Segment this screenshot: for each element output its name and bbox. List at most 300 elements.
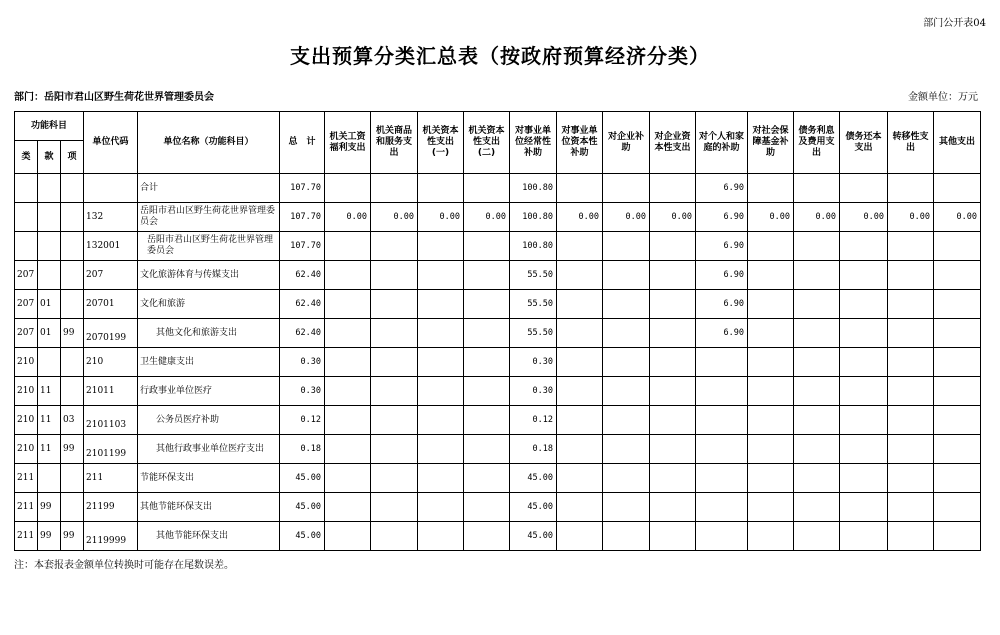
cell-lei: 210 [15, 435, 38, 464]
cell-value [888, 406, 934, 435]
cell-value [464, 377, 510, 406]
cell-value [325, 261, 371, 290]
cell-value [934, 435, 981, 464]
cell-value [888, 319, 934, 348]
header-col: 债务利息及费用支出 [794, 112, 840, 174]
cell-value [696, 493, 748, 522]
cell-value [840, 174, 888, 203]
cell-value [650, 261, 696, 290]
cell-value [418, 174, 464, 203]
cell-name: 卫生健康支出 [138, 348, 280, 377]
cell-value [418, 348, 464, 377]
cell-value [371, 377, 418, 406]
header-lei: 类 [15, 141, 38, 174]
cell-value [464, 348, 510, 377]
cell-value [748, 435, 794, 464]
cell-value [840, 464, 888, 493]
cell-value [888, 348, 934, 377]
cell-value [557, 174, 603, 203]
table-row [15, 174, 981, 203]
cell-value: 45.00 [510, 493, 557, 522]
cell-value: 100.80 [510, 174, 557, 203]
cell-value [934, 464, 981, 493]
table-header [15, 112, 981, 174]
cell-value [371, 319, 418, 348]
cell-value [325, 435, 371, 464]
cell-xiang: 99 [61, 319, 84, 348]
cell-value [650, 348, 696, 377]
cell-xiang [61, 348, 84, 377]
cell-value [325, 348, 371, 377]
header-col: 对企业资本性支出 [650, 112, 696, 174]
cell-value [464, 319, 510, 348]
cell-code: 211 [84, 464, 138, 493]
table-row [15, 261, 981, 290]
cell-value [840, 290, 888, 319]
cell-value: 0.30 [510, 348, 557, 377]
cell-value [696, 522, 748, 551]
cell-value: 6.90 [696, 261, 748, 290]
cell-code: 21011 [84, 377, 138, 406]
cell-name: 岳阳市君山区野生荷花世界管理委员会 [138, 232, 280, 261]
table-row [15, 377, 981, 406]
cell-value [464, 435, 510, 464]
cell-kuan [38, 174, 61, 203]
header-col: 机关资本性支出(二) [464, 112, 510, 174]
table-row [15, 493, 981, 522]
cell-value: 0.00 [464, 203, 510, 232]
cell-value [840, 348, 888, 377]
cell-lei: 207 [15, 290, 38, 319]
cell-kuan: 11 [38, 406, 61, 435]
cell-value [371, 464, 418, 493]
cell-lei [15, 232, 38, 261]
cell-value [840, 261, 888, 290]
cell-value [934, 319, 981, 348]
cell-value [418, 290, 464, 319]
cell-value [418, 377, 464, 406]
cell-value [371, 232, 418, 261]
cell-total: 107.70 [280, 203, 325, 232]
cell-xiang: 99 [61, 435, 84, 464]
cell-value [840, 406, 888, 435]
cell-value: 0.12 [510, 406, 557, 435]
cell-total: 62.40 [280, 261, 325, 290]
cell-value [748, 348, 794, 377]
cell-value [603, 522, 650, 551]
cell-value [888, 522, 934, 551]
header-col: 对个人和家庭的补助 [696, 112, 748, 174]
cell-value: 0.30 [510, 377, 557, 406]
cell-value [748, 290, 794, 319]
cell-value [794, 377, 840, 406]
cell-value [557, 319, 603, 348]
header-name: 单位名称（功能科目） [138, 112, 280, 174]
cell-value [603, 493, 650, 522]
cell-value [325, 174, 371, 203]
cell-value: 6.90 [696, 290, 748, 319]
header-col: 对事业单位资本性补助 [557, 112, 603, 174]
cell-total: 45.00 [280, 493, 325, 522]
cell-value: 45.00 [510, 522, 557, 551]
cell-value [888, 464, 934, 493]
cell-xiang [61, 174, 84, 203]
cell-value: 0.00 [840, 203, 888, 232]
cell-code: 207 [84, 261, 138, 290]
cell-name: 其他文化和旅游支出 [138, 319, 280, 348]
cell-value [418, 232, 464, 261]
cell-name: 文化旅游体育与传媒支出 [138, 261, 280, 290]
amount-unit-label: 金额单位：万元 [908, 92, 978, 103]
cell-code: 132 [84, 203, 138, 232]
cell-value [650, 319, 696, 348]
cell-value [748, 319, 794, 348]
cell-value [794, 232, 840, 261]
cell-value: 100.80 [510, 232, 557, 261]
header-code: 单位代码 [84, 112, 138, 174]
cell-value [650, 522, 696, 551]
table-body [15, 174, 981, 551]
cell-value [794, 522, 840, 551]
cell-value [464, 290, 510, 319]
cell-value: 6.90 [696, 319, 748, 348]
cell-total: 0.18 [280, 435, 325, 464]
cell-value [557, 522, 603, 551]
cell-value [464, 464, 510, 493]
cell-value: 0.00 [888, 203, 934, 232]
cell-kuan: 01 [38, 319, 61, 348]
header-total: 总 计 [280, 112, 325, 174]
cell-value: 0.00 [371, 203, 418, 232]
cell-value [748, 522, 794, 551]
cell-value [888, 261, 934, 290]
cell-value [557, 377, 603, 406]
cell-value [794, 464, 840, 493]
header-col: 对事业单位经常性补助 [510, 112, 557, 174]
header-col: 机关商品和服务支出 [371, 112, 418, 174]
cell-value [557, 406, 603, 435]
cell-value [696, 406, 748, 435]
cell-value [748, 406, 794, 435]
cell-value [696, 348, 748, 377]
cell-value [371, 406, 418, 435]
cell-value [748, 377, 794, 406]
cell-value [464, 522, 510, 551]
cell-value: 45.00 [510, 464, 557, 493]
page-title: 支出预算分类汇总表（按政府预算经济分类） [290, 44, 710, 68]
cell-value: 6.90 [696, 232, 748, 261]
cell-value [650, 290, 696, 319]
cell-value [934, 232, 981, 261]
header-col: 转移性支出 [888, 112, 934, 174]
header-col: 其他支出 [934, 112, 981, 174]
cell-value: 55.50 [510, 319, 557, 348]
cell-xiang [61, 232, 84, 261]
cell-value [934, 174, 981, 203]
table-row [15, 290, 981, 319]
cell-value [325, 464, 371, 493]
cell-name: 岳阳市君山区野生荷花世界管理委员会 [138, 203, 280, 232]
cell-lei [15, 203, 38, 232]
cell-value: 0.00 [934, 203, 981, 232]
cell-value [794, 493, 840, 522]
cell-total: 45.00 [280, 522, 325, 551]
cell-value [888, 377, 934, 406]
footnote: 注：本套报表金额单位转换时可能存在尾数误差。 [14, 560, 234, 571]
cell-code: 2119999 [84, 522, 138, 551]
cell-value [418, 435, 464, 464]
cell-value [603, 377, 650, 406]
cell-value [934, 261, 981, 290]
cell-value [840, 522, 888, 551]
header-kuan: 款 [38, 141, 61, 174]
cell-xiang [61, 493, 84, 522]
cell-value [557, 290, 603, 319]
cell-value [557, 493, 603, 522]
cell-value [603, 435, 650, 464]
cell-value [934, 522, 981, 551]
cell-value [650, 435, 696, 464]
cell-value [650, 174, 696, 203]
cell-code: 132001 [84, 232, 138, 261]
cell-value [603, 174, 650, 203]
cell-total: 62.40 [280, 319, 325, 348]
cell-name: 行政事业单位医疗 [138, 377, 280, 406]
department-label: 部门：岳阳市君山区野生荷花世界管理委员会 [14, 92, 214, 103]
cell-name: 公务员医疗补助 [138, 406, 280, 435]
cell-value [696, 377, 748, 406]
cell-kuan [38, 232, 61, 261]
cell-value [464, 174, 510, 203]
cell-value [794, 435, 840, 464]
cell-lei: 211 [15, 464, 38, 493]
cell-value: 55.50 [510, 290, 557, 319]
cell-xiang [61, 290, 84, 319]
cell-code: 20701 [84, 290, 138, 319]
cell-value [696, 464, 748, 493]
table-row [15, 464, 981, 493]
cell-value [418, 319, 464, 348]
cell-value [557, 261, 603, 290]
cell-lei: 210 [15, 406, 38, 435]
cell-value [325, 406, 371, 435]
cell-value [934, 348, 981, 377]
cell-kuan: 11 [38, 435, 61, 464]
cell-value: 0.00 [325, 203, 371, 232]
cell-lei: 210 [15, 377, 38, 406]
cell-value [603, 464, 650, 493]
header-col: 机关资本性支出(一) [418, 112, 464, 174]
cell-kuan: 01 [38, 290, 61, 319]
table-row [15, 203, 981, 232]
budget-table [14, 111, 981, 551]
cell-value [325, 232, 371, 261]
cell-code [84, 174, 138, 203]
cell-lei: 211 [15, 522, 38, 551]
cell-value [794, 290, 840, 319]
cell-lei: 207 [15, 319, 38, 348]
cell-value [371, 261, 418, 290]
table-row [15, 232, 981, 261]
cell-value [418, 261, 464, 290]
cell-value [840, 435, 888, 464]
cell-value [557, 435, 603, 464]
table-row [15, 319, 981, 348]
cell-code: 2101103 [84, 406, 138, 435]
cell-value [325, 377, 371, 406]
cell-value [418, 406, 464, 435]
cell-xiang [61, 464, 84, 493]
cell-lei: 207 [15, 261, 38, 290]
cell-kuan: 99 [38, 522, 61, 551]
cell-total: 0.30 [280, 348, 325, 377]
cell-value [748, 232, 794, 261]
cell-value [603, 261, 650, 290]
cell-value [650, 232, 696, 261]
cell-value [934, 406, 981, 435]
cell-value [888, 174, 934, 203]
cell-value [603, 290, 650, 319]
header-col: 对企业补助 [603, 112, 650, 174]
header-func-group: 功能科目 [15, 112, 84, 141]
cell-code: 210 [84, 348, 138, 377]
cell-total: 62.40 [280, 290, 325, 319]
header-xiang: 项 [61, 141, 84, 174]
cell-lei [15, 174, 38, 203]
cell-value [794, 348, 840, 377]
cell-kuan [38, 464, 61, 493]
cell-value [325, 493, 371, 522]
table-row [15, 348, 981, 377]
cell-value [557, 348, 603, 377]
cell-value [464, 232, 510, 261]
cell-value [650, 377, 696, 406]
cell-value [794, 261, 840, 290]
cell-value: 0.00 [603, 203, 650, 232]
cell-xiang [61, 377, 84, 406]
table-row [15, 406, 981, 435]
cell-value [418, 464, 464, 493]
cell-value [603, 348, 650, 377]
table-row [15, 435, 981, 464]
cell-code: 2070199 [84, 319, 138, 348]
cell-total: 45.00 [280, 464, 325, 493]
cell-value: 100.80 [510, 203, 557, 232]
cell-value [418, 522, 464, 551]
cell-value: 0.00 [557, 203, 603, 232]
cell-value: 6.90 [696, 174, 748, 203]
cell-xiang [61, 261, 84, 290]
cell-value [325, 290, 371, 319]
cell-value [418, 493, 464, 522]
cell-value: 0.00 [748, 203, 794, 232]
cell-value [603, 406, 650, 435]
cell-name: 合计 [138, 174, 280, 203]
cell-value: 0.00 [418, 203, 464, 232]
cell-value [888, 290, 934, 319]
cell-value [557, 464, 603, 493]
cell-value [840, 319, 888, 348]
cell-value: 55.50 [510, 261, 557, 290]
cell-value [603, 319, 650, 348]
cell-name: 其他节能环保支出 [138, 522, 280, 551]
cell-kuan: 99 [38, 493, 61, 522]
cell-value [650, 464, 696, 493]
form-number: 部门公开表04 [923, 18, 986, 29]
cell-value [371, 174, 418, 203]
cell-total: 0.12 [280, 406, 325, 435]
cell-value [325, 522, 371, 551]
header-col: 机关工资福利支出 [325, 112, 371, 174]
cell-value [794, 174, 840, 203]
cell-kuan [38, 261, 61, 290]
cell-value [371, 290, 418, 319]
cell-value [650, 406, 696, 435]
cell-name: 其他节能环保支出 [138, 493, 280, 522]
cell-value: 6.90 [696, 203, 748, 232]
cell-kuan: 11 [38, 377, 61, 406]
cell-value [934, 493, 981, 522]
cell-value [794, 406, 840, 435]
cell-value [748, 174, 794, 203]
cell-value [464, 406, 510, 435]
cell-xiang: 03 [61, 406, 84, 435]
cell-code: 21199 [84, 493, 138, 522]
cell-value: 0.00 [650, 203, 696, 232]
cell-value [748, 464, 794, 493]
cell-value [557, 232, 603, 261]
cell-value [371, 493, 418, 522]
cell-value: 0.18 [510, 435, 557, 464]
cell-total: 107.70 [280, 232, 325, 261]
cell-code: 2101199 [84, 435, 138, 464]
cell-value [888, 232, 934, 261]
cell-xiang [61, 203, 84, 232]
cell-value [888, 493, 934, 522]
cell-kuan [38, 348, 61, 377]
cell-value [748, 261, 794, 290]
cell-total: 0.30 [280, 377, 325, 406]
cell-value [325, 319, 371, 348]
table-row [15, 522, 981, 551]
cell-name: 节能环保支出 [138, 464, 280, 493]
cell-value [840, 377, 888, 406]
cell-value [650, 493, 696, 522]
cell-value [371, 522, 418, 551]
cell-value [696, 435, 748, 464]
cell-value [603, 232, 650, 261]
cell-name: 文化和旅游 [138, 290, 280, 319]
header-col: 对社会保障基金补助 [748, 112, 794, 174]
header-col: 债务还本支出 [840, 112, 888, 174]
cell-value [464, 261, 510, 290]
cell-value [840, 493, 888, 522]
cell-value [371, 348, 418, 377]
cell-value [794, 319, 840, 348]
cell-value [934, 377, 981, 406]
cell-value [371, 435, 418, 464]
cell-total: 107.70 [280, 174, 325, 203]
cell-lei: 210 [15, 348, 38, 377]
cell-xiang: 99 [61, 522, 84, 551]
cell-lei: 211 [15, 493, 38, 522]
cell-value [888, 435, 934, 464]
cell-value [840, 232, 888, 261]
cell-name: 其他行政事业单位医疗支出 [138, 435, 280, 464]
cell-value [934, 290, 981, 319]
cell-value [464, 493, 510, 522]
cell-value: 0.00 [794, 203, 840, 232]
